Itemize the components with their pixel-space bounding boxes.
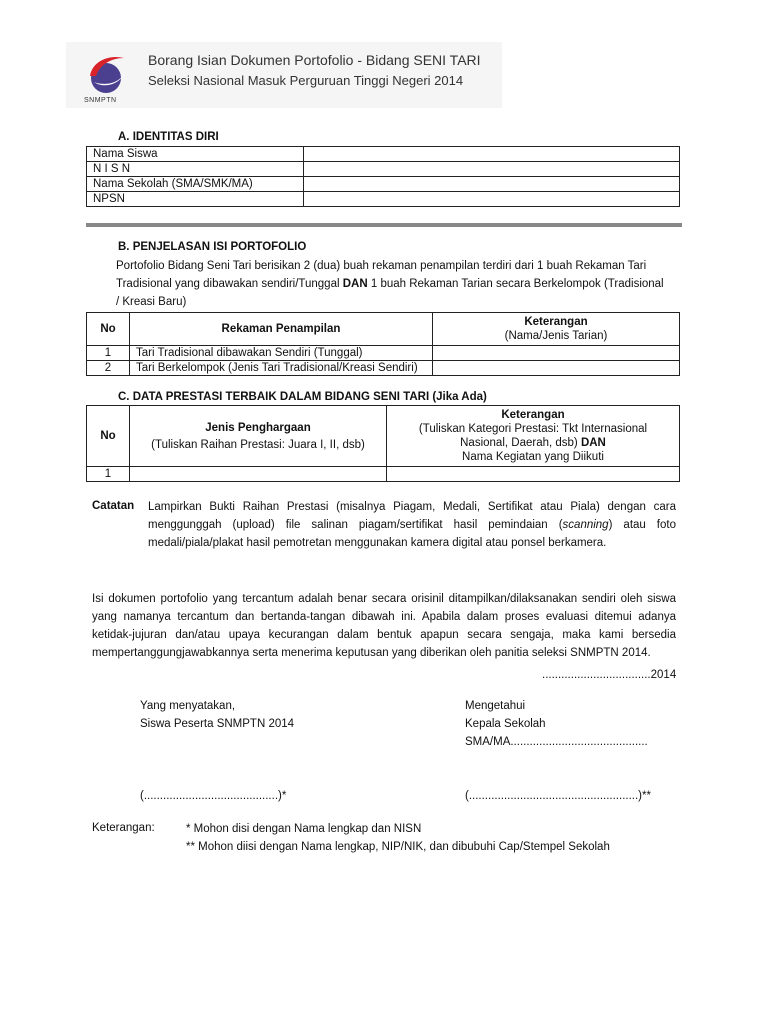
catatan-line: [148, 516, 676, 534]
col-keterangan-title: Keterangan: [524, 316, 588, 328]
catatan-italic: scanning: [562, 519, 609, 531]
statement-paragraph: [92, 590, 676, 662]
catatan-text-part: menggunggah (upload) file salinan piagam/sertifikat hasil pemindaian (: [148, 519, 563, 531]
identity-value-field[interactable]: [304, 162, 680, 177]
page-subtitle: Seleksi Nasional Masuk Perguruan Tinggi Negeri 2014: [148, 73, 464, 88]
snmptn-logo-icon: [78, 44, 134, 100]
col-keterangan-header: [387, 406, 680, 467]
divider: [86, 223, 682, 227]
col-no-header: No: [87, 313, 130, 346]
row-no: 1: [87, 467, 130, 482]
keterangan-note: * Mohon disi dengan Nama lengkap dan NISN: [186, 823, 422, 835]
table-row: [87, 192, 680, 207]
para-line: / Kreasi Baru): [116, 296, 187, 308]
student-signature-line: (..........................................)*: [140, 790, 287, 802]
row-no: 2: [87, 361, 130, 376]
section-c-title: C. DATA PRESTASI TERBAIK DALAM BIDANG SENI TARI (Jika Ada): [118, 391, 487, 403]
section-b-title: B. PENJELASAN ISI PORTOFOLIO: [118, 241, 307, 253]
col-no-header: No: [87, 406, 130, 467]
signature-right-line: SMA/MA...........................................: [465, 736, 648, 748]
col-keterangan-title: Keterangan: [501, 409, 565, 421]
table-row: [87, 361, 680, 376]
col-keterangan-subtitle: (Tuliskan Kategori Prestasi: Tkt Internasional: [418, 423, 648, 435]
identity-label: Nama Siswa: [87, 147, 304, 162]
section-b-description: [116, 257, 686, 311]
statement-line: mempertanggungjawabkannya serta menerima keputusan yang diberikan oleh panitia seleksi SNMPTN 2014.: [92, 647, 651, 659]
row-keterangan-field[interactable]: [433, 346, 680, 361]
signature-right-line: Mengetahui: [465, 700, 526, 712]
principal-signature-line: (.....................................................)**: [465, 790, 651, 802]
keterangan-label: Keterangan:: [92, 822, 155, 834]
catatan-line: Lampirkan Bukti Raihan Prestasi (misalnya Piagam, Medali, Sertifikat atau Piala) dengan cara: [148, 501, 676, 513]
col-jenis-title: Jenis Penghargaan: [205, 421, 311, 434]
col-keterangan-subtitle: Nama Kegiatan yang Diikuti: [462, 451, 604, 463]
statement-line: ketidak-jujuran dan/atau upaya kecurangan dalam bentuk apapun secara sengaja, maka kami bersedia: [92, 629, 676, 641]
row-rekaman: Tari Berkelompok (Jenis Tari Tradisional/Kreasi Sendiri): [130, 361, 433, 376]
para-emphasis: DAN: [342, 278, 368, 290]
table-row: [87, 147, 680, 162]
catatan-line: medali/piala/plakat hasil pemotretan menggunakan kamera digital atau ponsel berkamera.: [148, 537, 607, 549]
signature-right-line: Kepala Sekolah: [465, 718, 546, 730]
subtitle-text: Nasional, Daerah, dsb): [460, 437, 581, 449]
table-header-row: [87, 313, 680, 346]
signature-date: ..................................2014: [542, 669, 677, 681]
page-title: Borang Isian Dokumen Portofolio - Bidang SENI TARI: [148, 52, 481, 68]
row-no: 1: [87, 346, 130, 361]
col-rekaman-header: Rekaman Penampilan: [130, 313, 433, 346]
subtitle-emphasis: DAN: [580, 437, 606, 449]
col-keterangan-subtitle: [393, 436, 673, 450]
signature-left-line: Siswa Peserta SNMPTN 2014: [140, 718, 295, 730]
identity-table: [86, 146, 680, 207]
identity-label: NPSN: [87, 192, 304, 207]
table-row: [87, 346, 680, 361]
keterangan-note: ** Mohon diisi dengan Nama lengkap, NIP/NIK, dan dibubuhi Cap/Stempel Sekolah: [186, 841, 610, 853]
achievement-table: [86, 405, 680, 482]
col-keterangan-subtitle: (Nama/Jenis Tarian): [504, 330, 608, 342]
row-jenis-field[interactable]: [130, 467, 387, 482]
statement-line: yang namanya tercantum dan bertanda-tangan dibawah ini. Apabila dalam proses evaluasi ditemui adanya: [92, 611, 676, 623]
para-text: 1 buah Rekaman Tarian secara Berkelompok (Tradisional: [367, 278, 664, 290]
col-jenis-subtitle: (Tuliskan Raihan Prestasi: Juara I, II, dsb): [151, 438, 365, 451]
col-jenis-header: [130, 406, 387, 467]
catatan-label: Catatan: [92, 500, 135, 512]
signature-left-block: [140, 697, 294, 733]
statement-line: Isi dokumen portofolio yang tercantum adalah benar secara orisinil ditampilkan/dilaksanakan sendiri oleh siswa: [92, 593, 676, 605]
para-line: [116, 275, 686, 293]
recording-table: [86, 312, 680, 376]
table-row: [87, 467, 680, 482]
para-line: Portofolio Bidang Seni Tari berisikan 2 (dua) buah rekaman penampilan terdiri dari 1 buah Rekaman Tari: [116, 260, 647, 272]
signature-right-block: [465, 697, 648, 751]
identity-value-field[interactable]: [304, 147, 680, 162]
identity-label: N I S N: [87, 162, 304, 177]
identity-value-field[interactable]: [304, 192, 680, 207]
table-row: [87, 177, 680, 192]
catatan-text: [148, 498, 676, 552]
logo-text: SNMPTN: [84, 97, 117, 104]
row-keterangan-field[interactable]: [387, 467, 680, 482]
row-keterangan-field[interactable]: [433, 361, 680, 376]
para-text: Tradisional yang dibawakan sendiri/Tunggal: [116, 278, 343, 290]
row-rekaman: Tari Tradisional dibawakan Sendiri (Tunggal): [130, 346, 433, 361]
col-keterangan-header: [433, 313, 680, 346]
catatan-text-part: ) atau foto: [608, 519, 676, 531]
identity-value-field[interactable]: [304, 177, 680, 192]
table-row: [87, 162, 680, 177]
section-a-title: A. IDENTITAS DIRI: [118, 131, 219, 143]
table-header-row: [87, 406, 680, 467]
keterangan-notes: [186, 820, 610, 856]
signature-left-line: Yang menyatakan,: [140, 700, 236, 712]
identity-label: Nama Sekolah (SMA/SMK/MA): [87, 177, 304, 192]
